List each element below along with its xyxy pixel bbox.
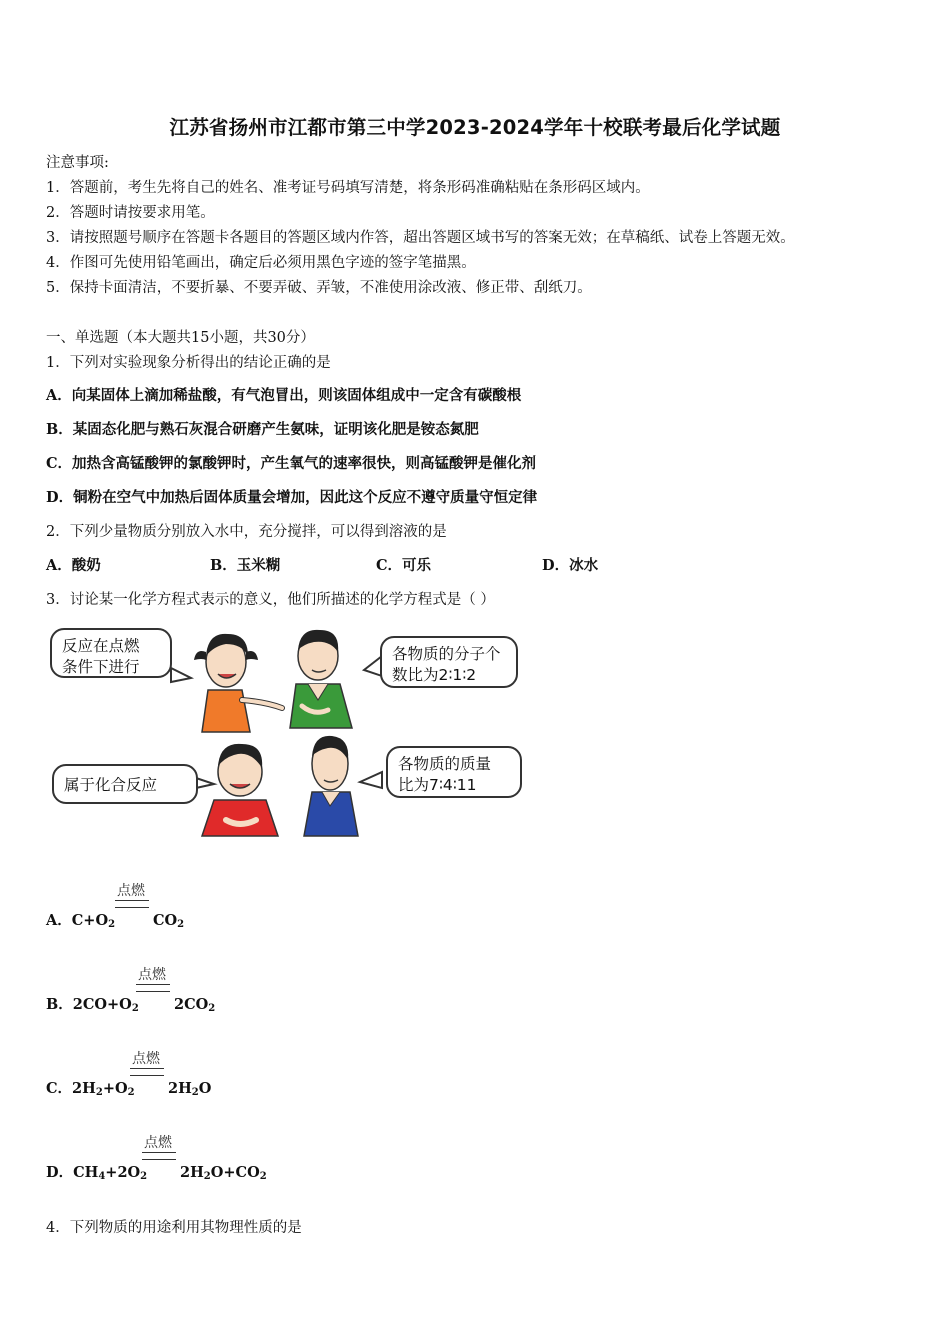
bubble-3-text: 属于化合反应 [64, 776, 158, 794]
q3-stem: 3．讨论某一化学方程式表示的意义，他们所描述的化学方程式是（ ） [46, 592, 495, 608]
condition-label: 点燃 [117, 883, 145, 899]
q3-option-d [46, 1132, 446, 1182]
bubble-4-line2: 比为7∶4∶11 [398, 776, 477, 794]
speech-bubble-3 [52, 764, 198, 804]
bubble-4-line1: 各物质的质量 [398, 755, 492, 773]
q1-option-b: B．某固态化肥与熟石灰混合研磨产生氨味，证明该化肥是铵态氮肥 [46, 421, 479, 438]
condition-label: 点燃 [144, 1135, 172, 1151]
bubble-tail-3 [196, 778, 214, 788]
girl-figure [194, 634, 282, 732]
equation-lhs: C．$2H_2+O_2$ [46, 1080, 135, 1098]
q2-option-b: B．玉米糊 [210, 557, 281, 574]
boy-figure-2 [202, 744, 278, 836]
notice-item-2: 2．答题时请按要求用笔。 [46, 205, 215, 221]
bubble-2-line1: 各物质的分子个 [392, 645, 501, 663]
condition-label: 点燃 [138, 967, 166, 983]
equation-rhs: $2CO_2$ [174, 996, 216, 1014]
q3-option-a [46, 880, 446, 930]
equation-rhs: $CO_2$ [153, 912, 185, 930]
condition-label: 点燃 [132, 1051, 160, 1067]
speech-bubble-1 [50, 628, 172, 678]
notice-item-5: 5．保持卡面清洁，不要折暴、不要弄破、弄皱，不准使用涂改液、修正带、刮纸刀。 [46, 280, 592, 296]
section-heading: 一、单选题（本大题共15小题，共30分） [46, 330, 315, 346]
q4-stem: 4．下列物质的用途利用其物理性质的是 [46, 1220, 302, 1236]
equation-lhs: B．$2CO+O_2$ [46, 996, 139, 1014]
equals-sign [115, 900, 149, 908]
boy-figure-1 [290, 630, 352, 728]
equals-sign [142, 1152, 176, 1160]
q3-option-c [46, 1048, 446, 1098]
speech-bubble-4 [386, 746, 522, 798]
q2-option-c: C．可乐 [376, 557, 432, 574]
q2-option-d: D．冰水 [542, 557, 599, 574]
q1-stem: 1．下列对实验现象分析得出的结论正确的是 [46, 355, 331, 371]
notice-item-3: 3．请按照题号顺序在答题卡各题目的答题区域内作答，超出答题区域书写的答案无效；在草稿纸、试卷上答题无效。 [46, 230, 795, 246]
bubble-tail-4 [360, 772, 382, 788]
q2-stem: 2．下列少量物质分别放入水中，充分搅拌，可以得到溶液的是 [46, 524, 447, 540]
q2-option-a: A．酸奶 [46, 557, 101, 574]
bubble-1-line2: 条件下进行 [62, 658, 140, 676]
bubble-1-line1: 反应在点燃 [62, 637, 140, 655]
speech-bubble-2 [380, 636, 518, 688]
q1-option-c: C．加热含高锰酸钾的氯酸钾时，产生氧气的速率很快，则高锰酸钾是催化剂 [46, 455, 537, 472]
notice-item-4: 4．作图可先使用铅笔画出，确定后必须用黑色字迹的签字笔描黑。 [46, 255, 476, 271]
equals-sign [136, 984, 170, 992]
equation-lhs: A．$C+O_2$ [46, 912, 116, 930]
bubble-2-line2: 数比为2∶1∶2 [392, 666, 477, 684]
notice-heading: 注意事项: [46, 155, 109, 171]
equation-rhs: $2H_2O$ [168, 1080, 212, 1098]
equation-rhs: $2H_2O+CO_2$ [180, 1164, 267, 1182]
q1-option-a: A．向某固体上滴加稀盐酸，有气泡冒出，则该固体组成中一定含有碳酸根 [46, 387, 522, 404]
q3-illustration [46, 620, 526, 842]
boy-figure-3 [304, 736, 358, 836]
equals-sign [130, 1068, 164, 1076]
notice-item-1: 1．答题前，考生先将自己的姓名、准考证号码填写清楚，将条形码准确粘贴在条形码区域内。 [46, 180, 650, 196]
q3-option-b [46, 964, 446, 1014]
q1-option-d: D．铜粉在空气中加热后固体质量会增加，因此这个反应不遵守质量守恒定律 [46, 489, 538, 506]
equation-lhs: D．$CH_4+2O_2$ [46, 1164, 148, 1182]
page-title: 江苏省扬州市江都市第三中学2023-2024学年十校联考最后化学试题 [169, 116, 781, 139]
bubble-tail-1 [171, 668, 191, 682]
